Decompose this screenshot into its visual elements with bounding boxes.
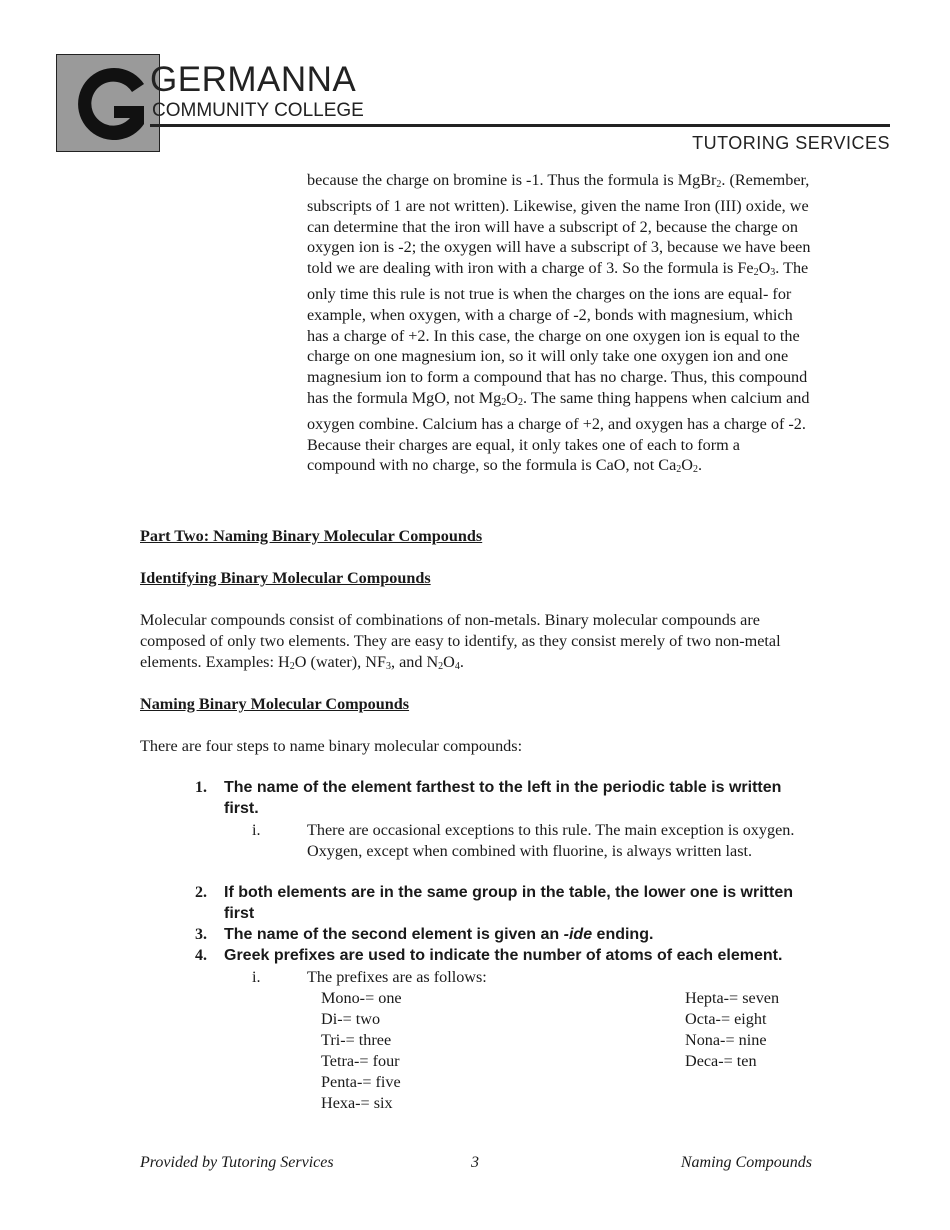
ide-emphasis: -ide (563, 926, 593, 943)
page-number: 3 (471, 1154, 479, 1171)
footer-left: Provided by Tutoring Services (140, 1154, 334, 1171)
step-number: 2. (195, 884, 207, 901)
prefix-item: Di-= two (321, 1010, 381, 1028)
unit-name: TUTORING SERVICES (692, 133, 890, 153)
step-number: 1. (195, 779, 207, 796)
sub-item-text: The prefixes are as follows: (307, 968, 487, 986)
prefix-item: Octa-= eight (685, 1010, 767, 1028)
sub-item-text: There are occasional exceptions to this rule. The main exception is oxygen. Oxygen, except when combined with fluorine, is always written last. (307, 821, 795, 860)
naming-heading: Naming Binary Molecular Compounds (140, 695, 410, 713)
prefix-item: Deca-= ten (685, 1052, 757, 1070)
continuation-paragraph: because the charge on bromine is -1. Thus the formula is MgBr$_2$. (Remember, subscripts of 1 are not written). Likewise, given the name Iron (III) oxide, we can determine that the iron will have a subscript of 2, because the charge on oxygen ion is -2; the oxygen will have a subscript of 3, because we have been told we are dealing with iron with a charge of 3. So the formula is $Fe_2O_3$. The only time this rule is not true is when the charges on the ions are equal- for example, when oxygen, with a charge of -2, bonds with magnesium, which has a charge of +2. In this case, the charge on one oxygen ion is equal to the charge on one magnesium ion, so it will only take one oxygen ion and one magnesium ion to form a compound that has no charge. Thus, this compound has the formula MgO, not $Mg_2O_2$. The same thing happens when calcium and oxygen combine. Calcium has a charge of +2, and oxygen has a charge of -2. Because their charges are equal, it only takes one of each to form a compound with no charge, so the formula is CaO, not $Ca_2O_2$. (307, 171, 811, 476)
sub-marker: i. (252, 968, 261, 986)
prefix-item: Mono-= one (321, 989, 402, 1007)
step-number: 3. (195, 926, 207, 943)
prefix-item: Hexa-= six (321, 1094, 393, 1112)
step-text: The name of the second element is given an -ide ending. (224, 926, 654, 943)
identifying-paragraph: Molecular compounds consist of combinations of non-metals. Binary molecular compounds are composed of only two elements. They are easy to identify, as they consist merely of two non-metal elements. Examples: H2O (water), NF3, and N2O4. (140, 611, 781, 672)
prefix-item: Nona-= nine (685, 1031, 767, 1049)
org-subtitle: COMMUNITY COLLEGE (152, 100, 364, 121)
step-text: The name of the element farthest to the left in the periodic table is written first. (224, 779, 782, 817)
step-number: 4. (195, 947, 207, 964)
header-rule (150, 124, 890, 127)
part-two-heading: Part Two: Naming Binary Molecular Compounds (140, 527, 483, 545)
prefix-item: Tri-= three (321, 1031, 392, 1049)
sub-marker: i. (252, 821, 261, 839)
prefix-item: Penta-= five (321, 1073, 401, 1091)
step-text: If both elements are in the same group in the table, the lower one is written first (224, 884, 793, 922)
footer-right: Naming Compounds (680, 1154, 812, 1171)
identifying-heading: Identifying Binary Molecular Compounds (140, 569, 431, 587)
germanna-logo (56, 54, 160, 152)
step-text: Greek prefixes are used to indicate the number of atoms of each element. (224, 947, 783, 964)
prefix-item: Tetra-= four (321, 1052, 400, 1070)
naming-intro: There are four steps to name binary molecular compounds: (140, 737, 523, 755)
prefix-item: Hepta-= seven (685, 989, 780, 1007)
org-name: GERMANNA (150, 60, 357, 99)
